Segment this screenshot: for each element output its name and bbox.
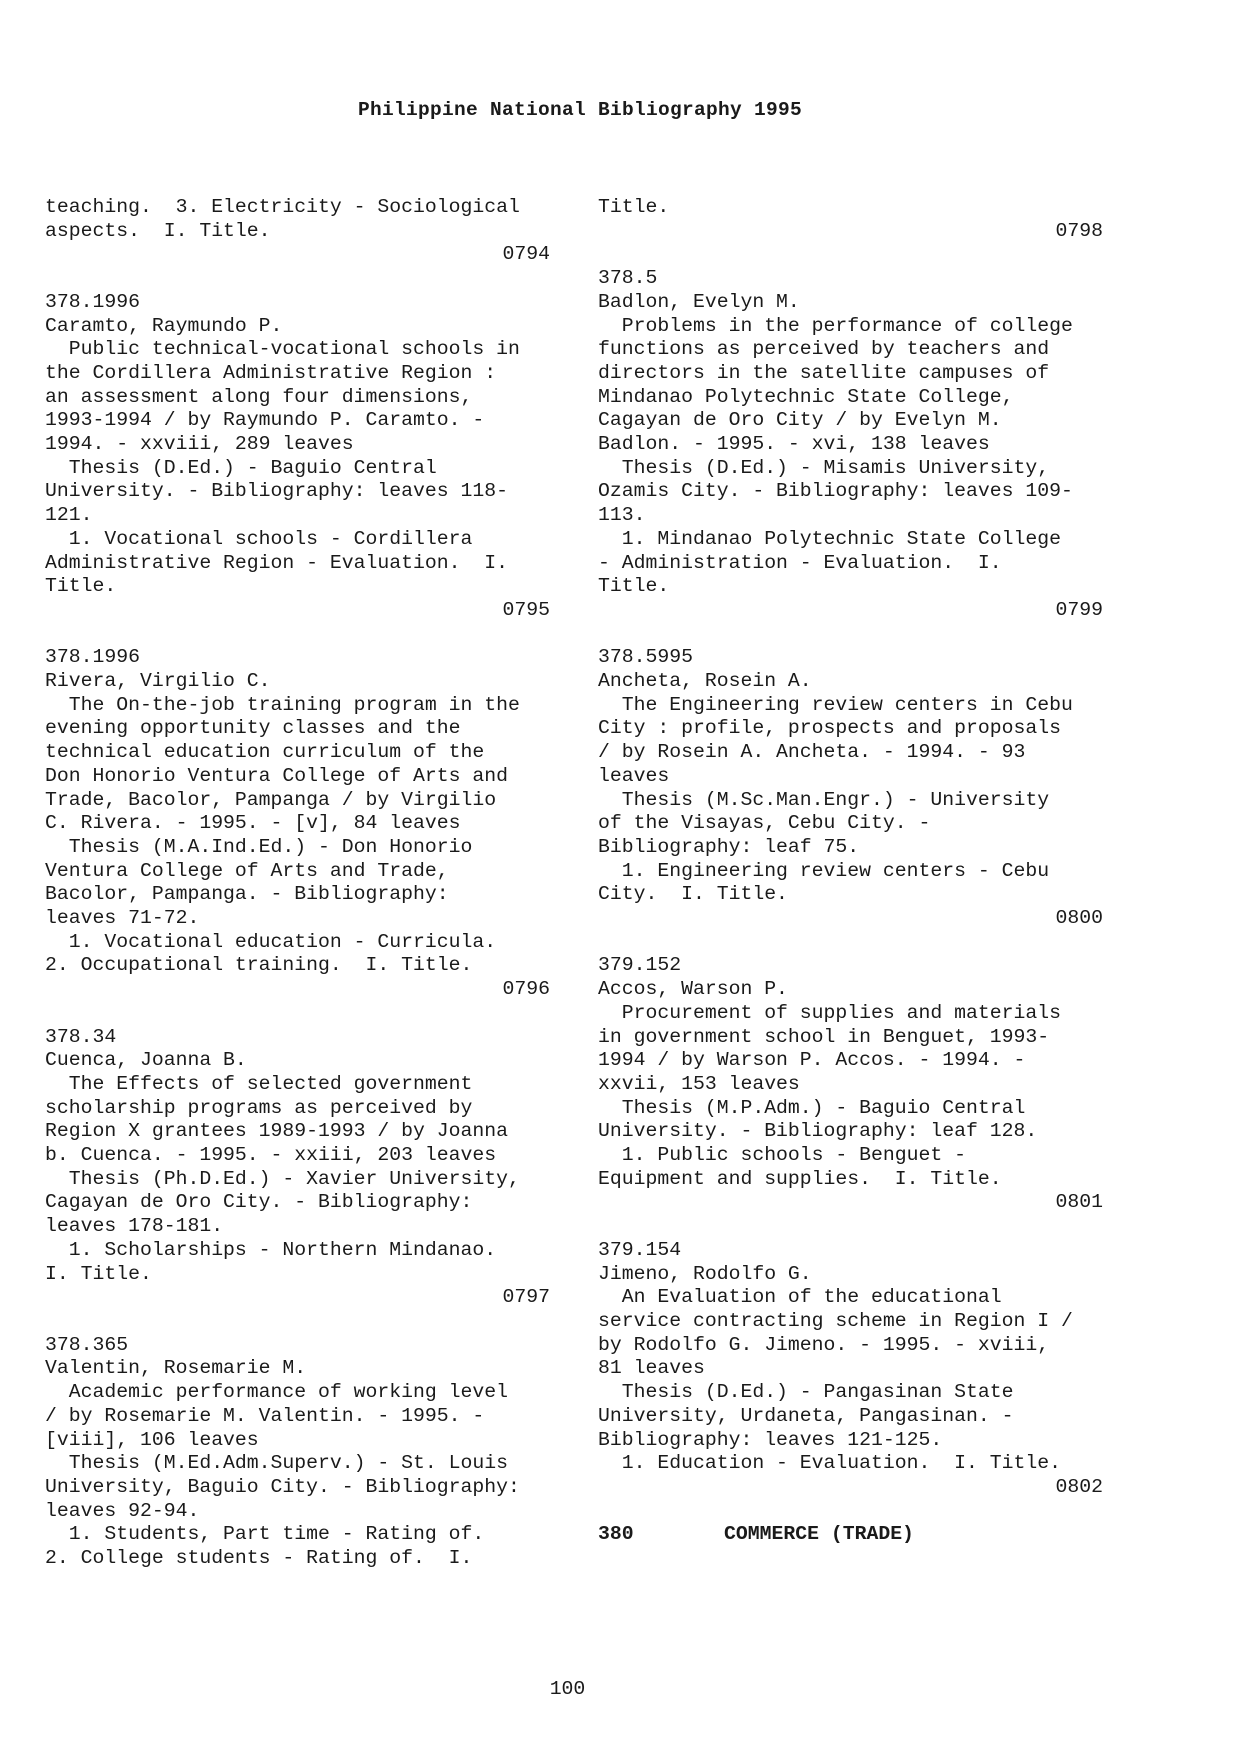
entry-line: Mindanao Polytechnic State College, (598, 385, 1014, 408)
entry-number: 0796 (502, 978, 550, 1001)
page-title: Philippine National Bibliography 1995 (357, 99, 803, 121)
entry-line: 1. Students, Part time - Rating of. (45, 1523, 485, 1546)
entry-line: 113. (598, 504, 646, 527)
entry-line: Thesis (Ph.D.Ed.) - Xavier University, (45, 1167, 520, 1190)
entry-line: Don Honorio Ventura College of Arts and (45, 764, 508, 787)
entry-number: 0801 (1055, 1191, 1103, 1214)
entry-line: 378.5995 (598, 646, 693, 669)
entry-line: aspects. I. Title. (45, 219, 271, 242)
entry-number: 0800 (1055, 907, 1103, 930)
entry-line: University, Urdaneta, Pangasinan. - (598, 1404, 1014, 1427)
entry-line: The On-the-job training program in the (45, 693, 520, 716)
section-title: COMMERCE (TRADE) (724, 1523, 914, 1546)
bibliography-entry (45, 196, 555, 267)
entry-line: 1. Public schools - Benguet - (598, 1144, 966, 1167)
entry-line: Title. (598, 575, 670, 598)
entry-line: 1. Vocational schools - Cordillera (45, 527, 473, 550)
bibliography-entry (45, 646, 555, 1002)
entry-line: Bibliography: leaf 75. (598, 835, 860, 858)
entry-line: 81 leaves (598, 1357, 705, 1380)
bibliography-entry (598, 1239, 1108, 1500)
entry-line: Ventura College of Arts and Trade, (45, 859, 449, 882)
entry-line: 1993-1994 / by Raymundo P. Caramto. - (45, 409, 485, 432)
entry-line: Thesis (D.Ed.) - Misamis University, (598, 456, 1050, 479)
entry-line: Public technical-vocational schools in (45, 338, 520, 361)
entry-line: - Administration - Evaluation. I. (598, 551, 1002, 574)
entry-line: University. - Bibliography: leaves 118- (45, 480, 508, 503)
entry-line: Title. (598, 196, 670, 218)
entry-line: 1994 / by Warson P. Accos. - 1994. - (598, 1049, 1026, 1072)
entry-line: 378.34 (45, 1025, 117, 1048)
entry-line: I. Title. (45, 1262, 152, 1285)
entry-line: City. I. Title. (598, 883, 788, 906)
entry-line: 1. Vocational education - Curricula. (45, 930, 497, 953)
entry-number: 0795 (502, 598, 550, 621)
entry-line: directors in the satellite campuses of (598, 361, 1050, 384)
entry-line: Badlon, Evelyn M. (598, 290, 800, 313)
bibliography-entry (45, 291, 555, 623)
entry-line: 2. Occupational training. I. Title. (45, 954, 473, 977)
entry-line: University. - Bibliography: leaf 128. (598, 1120, 1038, 1143)
entry-line: Bibliography: leaves 121-125. (598, 1428, 943, 1451)
entry-line: evening opportunity classes and the (45, 717, 461, 740)
entry-line: Valentin, Rosemarie M. (45, 1357, 307, 1380)
entry-line: University, Baguio City. - Bibliography: (45, 1475, 520, 1498)
bibliography-entry (598, 954, 1108, 1215)
bibliography-entry (45, 1334, 555, 1571)
entry-line: 379.152 (598, 954, 682, 977)
entry-line: b. Cuenca. - 1995. - xxiii, 203 leaves (45, 1144, 497, 1167)
entry-line: the Cordillera Administrative Region : (45, 361, 497, 384)
entry-line: Jimeno, Rodolfo G. (598, 1262, 812, 1285)
entry-line: Badlon. - 1995. - xvi, 138 leaves (598, 433, 990, 456)
entry-line: Thesis (M.Ed.Adm.Superv.) - St. Louis (45, 1452, 508, 1475)
entry-number: 0797 (502, 1286, 550, 1309)
entry-line: Thesis (D.Ed.) - Pangasinan State (598, 1381, 1014, 1404)
entry-number: 0799 (1055, 598, 1103, 621)
entry-line: service contracting scheme in Region I / (598, 1309, 1073, 1332)
entry-line: Academic performance of working level (45, 1381, 508, 1404)
entry-line: 121. (45, 504, 93, 527)
entry-line: Thesis (D.Ed.) - Baguio Central (45, 456, 437, 479)
entry-line: 1994. - xxviii, 289 leaves (45, 433, 354, 456)
entry-line: in government school in Benguet, 1993- (598, 1025, 1050, 1048)
entry-line: of the Visayas, Cebu City. - (598, 812, 931, 835)
entry-line: Accos, Warson P. (598, 978, 788, 1001)
entry-line: Problems in the performance of college (598, 314, 1073, 337)
entry-line: C. Rivera. - 1995. - [v], 84 leaves (45, 812, 461, 835)
entry-line: an assessment along four dimensions, (45, 385, 473, 408)
entry-line: Administrative Region - Evaluation. I. (45, 551, 508, 574)
entry-line: Title. (45, 575, 117, 598)
entry-line: functions as perceived by teachers and (598, 338, 1050, 361)
entry-line: leaves (598, 764, 670, 787)
entry-line: Rivera, Virgilio C. (45, 670, 271, 693)
entry-line: 1. Engineering review centers - Cebu (598, 859, 1050, 882)
entry-number: 0794 (502, 243, 550, 266)
entry-line: Thesis (M.Sc.Man.Engr.) - University (598, 788, 1050, 811)
entry-line: Trade, Bacolor, Pampanga / by Virgilio (45, 788, 497, 811)
bibliography-entry (45, 1026, 555, 1310)
entry-line: leaves 71-72. (45, 907, 200, 930)
entry-line: Region X grantees 1989-1993 / by Joanna (45, 1120, 508, 1143)
entry-line: / by Rosemarie M. Valentin. - 1995. - (45, 1404, 485, 1427)
entry-line: City : profile, prospects and proposals (598, 717, 1061, 740)
entry-line: The Engineering review centers in Cebu (598, 693, 1073, 716)
entry-line: Thesis (M.A.Ind.Ed.) - Don Honorio (45, 835, 473, 858)
entry-line: Bacolor, Pampanga. - Bibliography: (45, 883, 449, 906)
entry-line: 378.1996 (45, 646, 140, 669)
entry-line: Thesis (M.P.Adm.) - Baguio Central (598, 1096, 1026, 1119)
entry-line: leaves 92-94. (45, 1499, 200, 1522)
entry-line: Cuenca, Joanna B. (45, 1049, 247, 1072)
entry-line: Ozamis City. - Bibliography: leaves 109- (598, 480, 1073, 503)
entry-line: Cagayan de Oro City / by Evelyn M. (598, 409, 1002, 432)
entry-line: The Effects of selected government (45, 1072, 473, 1095)
left-column (45, 196, 555, 1594)
entry-line: 1. Education - Evaluation. I. Title. (598, 1452, 1061, 1475)
entry-line: technical education curriculum of the (45, 741, 485, 764)
bibliography-entry (598, 196, 1108, 243)
entry-number: 0798 (1055, 219, 1103, 242)
entry-line: Caramto, Raymundo P. (45, 314, 283, 337)
entry-line: leaves 178-181. (45, 1215, 224, 1238)
entry-line: 1. Scholarships - Northern Mindanao. (45, 1238, 497, 1261)
right-column (598, 196, 1108, 1547)
bibliography-entry (598, 267, 1108, 623)
entry-line: 378.1996 (45, 290, 140, 313)
entry-line: by Rodolfo G. Jimeno. - 1995. - xviii, (598, 1333, 1050, 1356)
entry-line: Equipment and supplies. I. Title. (598, 1167, 1002, 1190)
entry-line: / by Rosein A. Ancheta. - 1994. - 93 (598, 741, 1026, 764)
entry-line: Procurement of supplies and materials (598, 1001, 1061, 1024)
entry-line: An Evaluation of the educational (598, 1286, 1002, 1309)
section-code: 380 (598, 1523, 634, 1546)
entry-line: teaching. 3. Electricity - Sociological (45, 196, 520, 218)
entry-line: Ancheta, Rosein A. (598, 670, 812, 693)
entry-line: scholarship programs as perceived by (45, 1096, 473, 1119)
entry-line: 1. Mindanao Polytechnic State College (598, 527, 1061, 550)
entry-line: 379.154 (598, 1238, 682, 1261)
entry-line: xxvii, 153 leaves (598, 1072, 800, 1095)
entry-line: 378.365 (45, 1333, 129, 1356)
entry-line: Cagayan de Oro City. - Bibliography: (45, 1191, 473, 1214)
page-number: 100 (549, 1678, 586, 1700)
section-heading (598, 1523, 1108, 1547)
entry-line: [viii], 106 leaves (45, 1428, 259, 1451)
bibliography-entry (598, 646, 1108, 930)
entry-line: 2. College students - Rating of. I. (45, 1547, 473, 1570)
entry-line: 378.5 (598, 267, 658, 290)
entry-number: 0802 (1055, 1475, 1103, 1498)
